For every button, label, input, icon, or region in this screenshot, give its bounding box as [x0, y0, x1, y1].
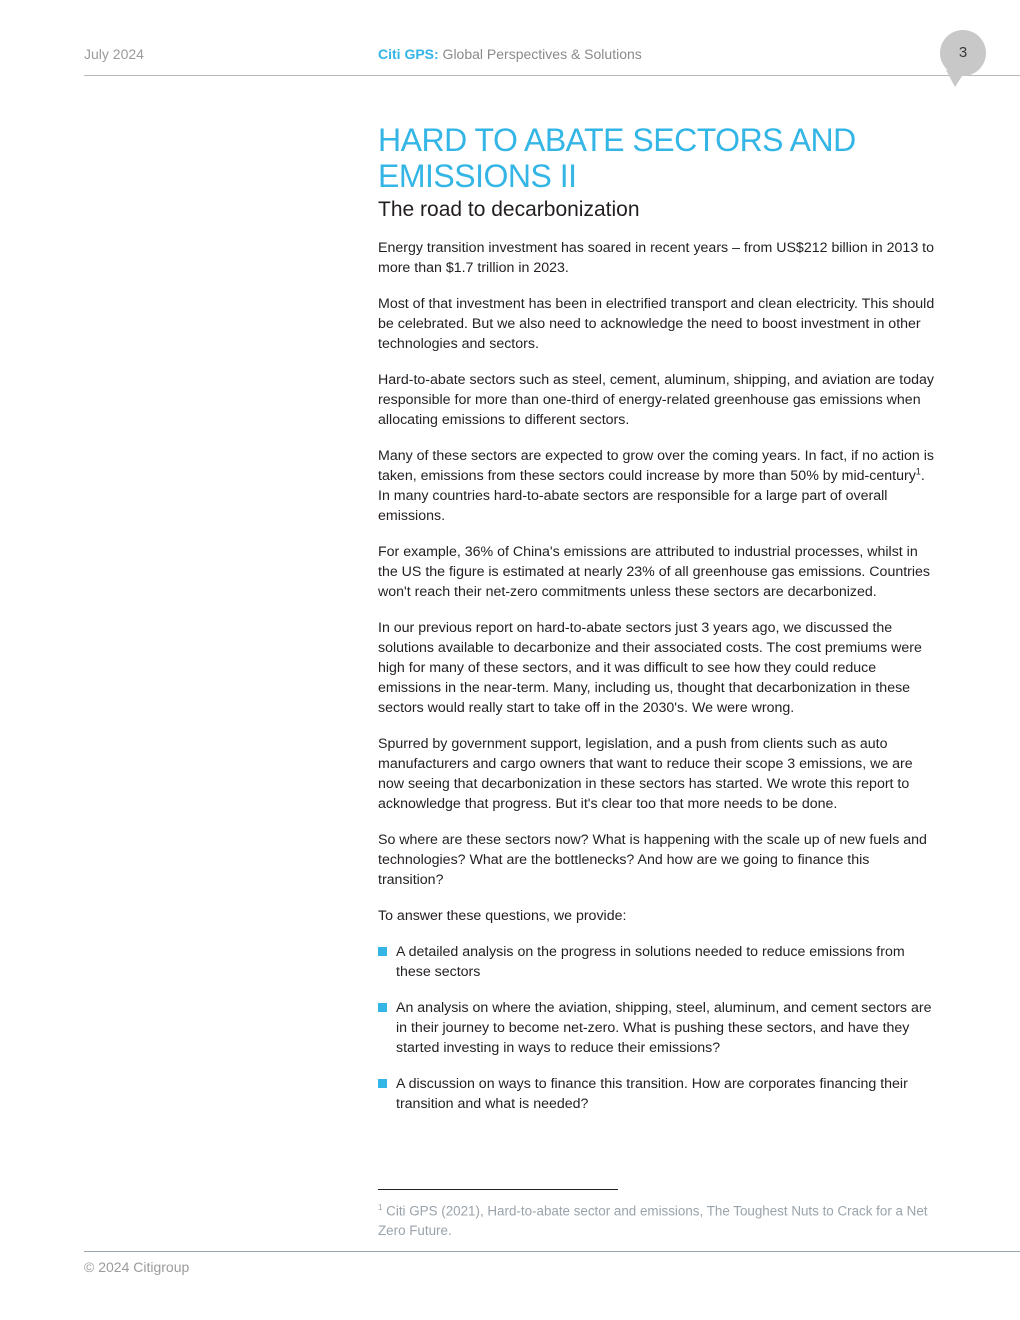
brand-tagline: Global Perspectives & Solutions — [438, 46, 642, 62]
page-subtitle: The road to decarbonization — [378, 198, 640, 221]
paragraph: In our previous report on hard-to-abate sectors just 3 years ago, we discussed the solutions available to decarbonize and their associated costs. The cost premiums were high for many of these sectors, and it was difficult to see how they could reduce emissions in the near-term. Many, including us, thought that decarbonization in these sectors would really start to take off in the 2030's. We were wrong. — [378, 620, 922, 716]
paragraph-text: Many of these sectors are expected to grow over the coming years. In fact, if no action is taken, emissions from these sectors could increase by more than 50% by mid-century — [378, 448, 934, 484]
paragraph: So where are these sectors now? What is happening with the scale up of new fuels and technologies? What are the bottlenecks? And how are we going to finance this transition? — [378, 832, 927, 888]
paragraph: Spurred by government support, legislation, and a push from clients such as auto manufacturers and cargo owners that want to reduce their scope 3 emissions, we are now seeing that decarbonization in these sectors has started. We wrote this report to acknowledge that progress. But it's clear too that more needs to be done. — [378, 736, 913, 812]
square-bullet-icon — [378, 1003, 387, 1012]
paragraph: For example, 36% of China's emissions are attributed to industrial processes, whilst in the US the figure is estimated at nearly 23% of all greenhouse gas emissions. Countries won't reach their net-zero commitments unless these sectors are decarbonized. — [378, 544, 931, 600]
list-item — [378, 998, 938, 1058]
header-divider — [84, 75, 1020, 76]
copyright: © 2024 Citigroup — [84, 1259, 190, 1275]
paragraph: Most of that investment has been in electrified transport and clean electricity. This should be celebrated. But we also need to acknowledge the need to boost investment in other technologies and sectors. — [378, 296, 935, 352]
list-item-text: A detailed analysis on the progress in solutions needed to reduce emissions from these sectors — [396, 944, 905, 980]
paragraph: Energy transition investment has soared in recent years – from US$212 billion in 2013 to more than $1.7 trillion in 2023. — [378, 240, 934, 276]
list-item — [378, 942, 938, 982]
footer-divider — [84, 1251, 1020, 1252]
square-bullet-icon — [378, 947, 387, 956]
header-brand — [378, 46, 642, 62]
header-date: July 2024 — [84, 46, 144, 62]
paragraph-with-footnote — [378, 446, 938, 526]
footnote-ref[interactable]: 1 — [915, 466, 921, 477]
page-number-badge: 3 — [940, 30, 986, 76]
title-line-1: HARD TO ABATE SECTORS AND — [378, 122, 856, 158]
footnote — [378, 1198, 938, 1241]
page-badge-pointer — [946, 70, 966, 87]
page-title — [378, 122, 938, 194]
paragraph: Hard-to-abate sectors such as steel, cement, aluminum, shipping, and aviation are today responsible for more than one-third of energy-related greenhouse gas emissions when allocating emissions to different sectors. — [378, 372, 934, 428]
list-item-text: A discussion on ways to finance this transition. How are corporates financing their transition and what is needed? — [396, 1076, 908, 1112]
footnote-text: Citi GPS (2021), Hard-to-abate sector and emissions, The Toughest Nuts to Crack for a Net Zero Future. — [378, 1203, 928, 1239]
paragraph-text: . In many countries hard-to-abate sectors are responsible for a large part of overall emissions. — [378, 468, 925, 524]
square-bullet-icon — [378, 1079, 387, 1088]
bullet-list — [378, 942, 938, 1114]
footnote-divider — [378, 1189, 618, 1190]
footnote-number: 1 — [378, 1203, 383, 1212]
list-item-text: An analysis on where the aviation, shipping, steel, aluminum, and cement sectors are in their journey to become net-zero. What is pushing these sectors, and have they started investing in ways to reduce their emissions? — [396, 1000, 932, 1056]
brand-name: Citi GPS: — [378, 46, 439, 62]
article-body — [378, 118, 938, 1130]
title-line-2: EMISSIONS II — [378, 158, 577, 194]
paragraph: To answer these questions, we provide: — [378, 908, 627, 924]
list-item — [378, 1074, 938, 1114]
